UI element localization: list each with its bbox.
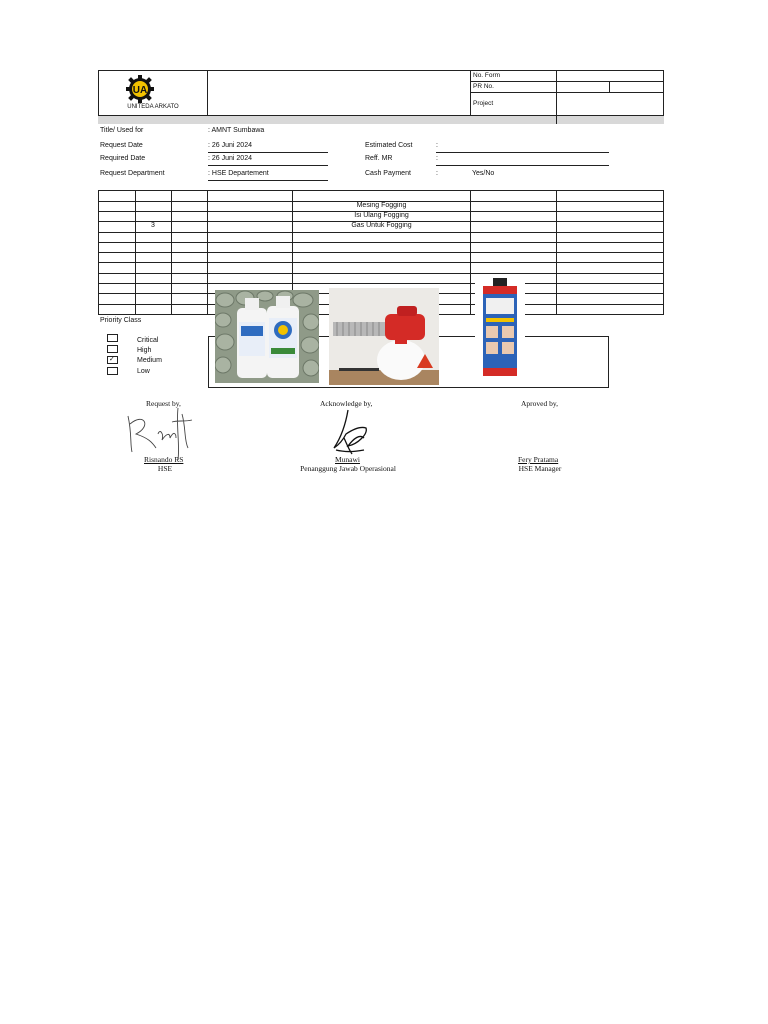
required-date-label: Required Date — [100, 155, 146, 162]
header-grey-band — [98, 115, 664, 124]
required-date-value: : 26 Juni 2024 — [208, 155, 252, 162]
approve-name: Fery Pratama — [518, 455, 559, 464]
item-desc-2: Isi Ulang Fogging — [354, 212, 409, 219]
priority-medium: Medium — [137, 357, 162, 364]
fogging-machine-image-icon — [329, 288, 439, 385]
bottles-image-icon — [215, 290, 319, 383]
cash-payment-label: Cash Payment — [365, 170, 411, 177]
no-form-label: No. Form — [473, 72, 501, 79]
item-desc-1: Mesing Fogging — [356, 202, 407, 209]
title-label: Title/ Used for — [100, 127, 144, 134]
priority-critical: Critical — [137, 337, 159, 344]
gas-canister-image-icon — [475, 276, 525, 382]
table-row-line — [98, 232, 664, 233]
table-column-line — [207, 190, 208, 315]
cash-payment-colon: : — [436, 170, 438, 177]
approve-role: HSE Manager — [518, 464, 562, 473]
pr-no-label: PR No. — [473, 83, 494, 90]
project-label: Project — [473, 100, 494, 107]
request-dept-label: Request Department — [100, 170, 165, 177]
item-desc-3: Gas Untuk Fogging — [351, 222, 412, 229]
photo-fogging-liquid — [215, 290, 319, 383]
approved-by-caption: Aproved by, — [521, 399, 559, 408]
checkbox-medium[interactable] — [107, 356, 118, 364]
table-row-line — [98, 242, 664, 243]
table-row-line — [98, 262, 664, 263]
request-by-caption: Request by, — [146, 399, 181, 408]
request-name: Risnando RS — [144, 455, 184, 464]
reff-mr-label: Reff. MR — [365, 155, 393, 162]
table-row-line — [98, 252, 664, 253]
checkbox-high[interactable] — [107, 345, 118, 353]
photo-fogging-machine — [329, 288, 439, 385]
priority-label: Priority Class — [100, 317, 142, 324]
estimated-cost-label: Estimated Cost — [365, 142, 413, 149]
cash-payment-value: Yes/No — [472, 170, 495, 177]
signature-acknowledge-icon — [326, 408, 372, 458]
checkbox-low[interactable] — [107, 367, 118, 375]
logo-cell — [98, 70, 208, 115]
table-column-line — [171, 190, 172, 315]
table-row-line — [98, 283, 664, 284]
check-mark-icon: ✓ — [109, 356, 115, 363]
signature-request-icon — [122, 404, 194, 462]
company-logo-icon — [122, 74, 162, 104]
logo-text: UNITEDA ARKATO — [127, 104, 179, 110]
acknowledge-role: Penanggung Jawab Operasional — [300, 464, 396, 473]
request-date-value: : 26 Juni 2024 — [208, 142, 252, 149]
priority-high: High — [137, 347, 152, 354]
reff-mr-value: : — [436, 155, 438, 162]
item-qty-3: 3 — [151, 222, 155, 229]
request-role: HSE — [157, 464, 173, 473]
acknowledge-name: Munawi — [335, 455, 360, 464]
request-dept-value: : HSE Departement — [208, 170, 269, 177]
form-title-cell — [208, 70, 471, 115]
table-column-line — [135, 190, 136, 315]
table-column-line — [556, 190, 557, 315]
request-date-label: Request Date — [100, 142, 143, 149]
checkbox-critical[interactable] — [107, 334, 118, 342]
title-value: : AMNT Sumbawa — [208, 127, 265, 134]
logo-mark: UA — [132, 85, 148, 96]
table-row-line — [98, 273, 664, 274]
priority-low: Low — [137, 368, 150, 375]
estimated-cost-value: : — [436, 142, 438, 149]
photo-gas-canister — [475, 276, 525, 382]
acknowledge-by-caption: Acknowledge by, — [320, 399, 373, 408]
